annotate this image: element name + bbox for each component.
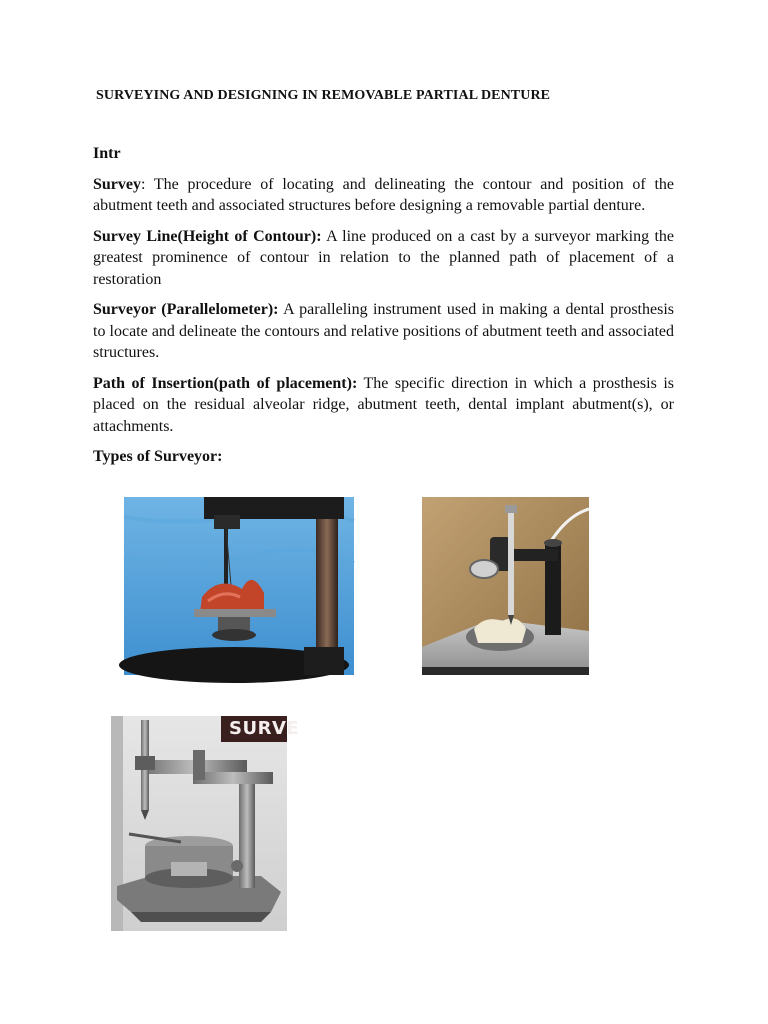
definition-term: Survey Line(Height of Contour): [93, 227, 322, 245]
intro-heading: Intr [93, 145, 121, 162]
document-body [93, 143, 674, 477]
types-heading: Types of Surveyor: [93, 448, 223, 465]
surveyor-photo-3 [111, 716, 300, 931]
definition-text: A line produced on a cast by a surveyor marking the greatest prominence of contour in relation to the planned path of placement of a restoration [93, 227, 674, 288]
surveyor-illustration-1 [124, 497, 354, 675]
definition-term: Survey [93, 175, 141, 193]
definition-separator: : [141, 175, 146, 193]
definition-path-of-insertion [93, 373, 674, 438]
surveyor-illustration-3 [111, 716, 287, 931]
definition-text: The procedure of locating and delineating the contour and position of the abutment teeth and associated structures before designing a removable partial denture. [93, 175, 674, 214]
definition-surveyor [93, 299, 674, 364]
definition-text: A paralleling instrument used in making a dental prosthesis to locate and delineate the contours and relative positions of abutment teeth and associated structures. [93, 301, 674, 361]
definition-survey [93, 174, 674, 217]
document-title: SURVEYING AND DESIGNING IN REMOVABLE PARTIAL DENTURE [96, 88, 551, 103]
definition-text: The specific direction in which a prosthesis is placed on the residual alveolar ridge, abutment teeth, dental implant abutment(s), or attachments. [93, 374, 674, 435]
definition-survey-line [93, 226, 674, 291]
surveyor-photo-2 [422, 497, 589, 675]
surveyor-photo-1 [124, 497, 354, 675]
photo-label: SURVE [221, 716, 287, 742]
surveyor-illustration-2 [422, 497, 589, 675]
definition-term: Path of Insertion(path of placement): [93, 374, 358, 392]
definition-term: Surveyor (Parallelometer): [93, 301, 279, 318]
